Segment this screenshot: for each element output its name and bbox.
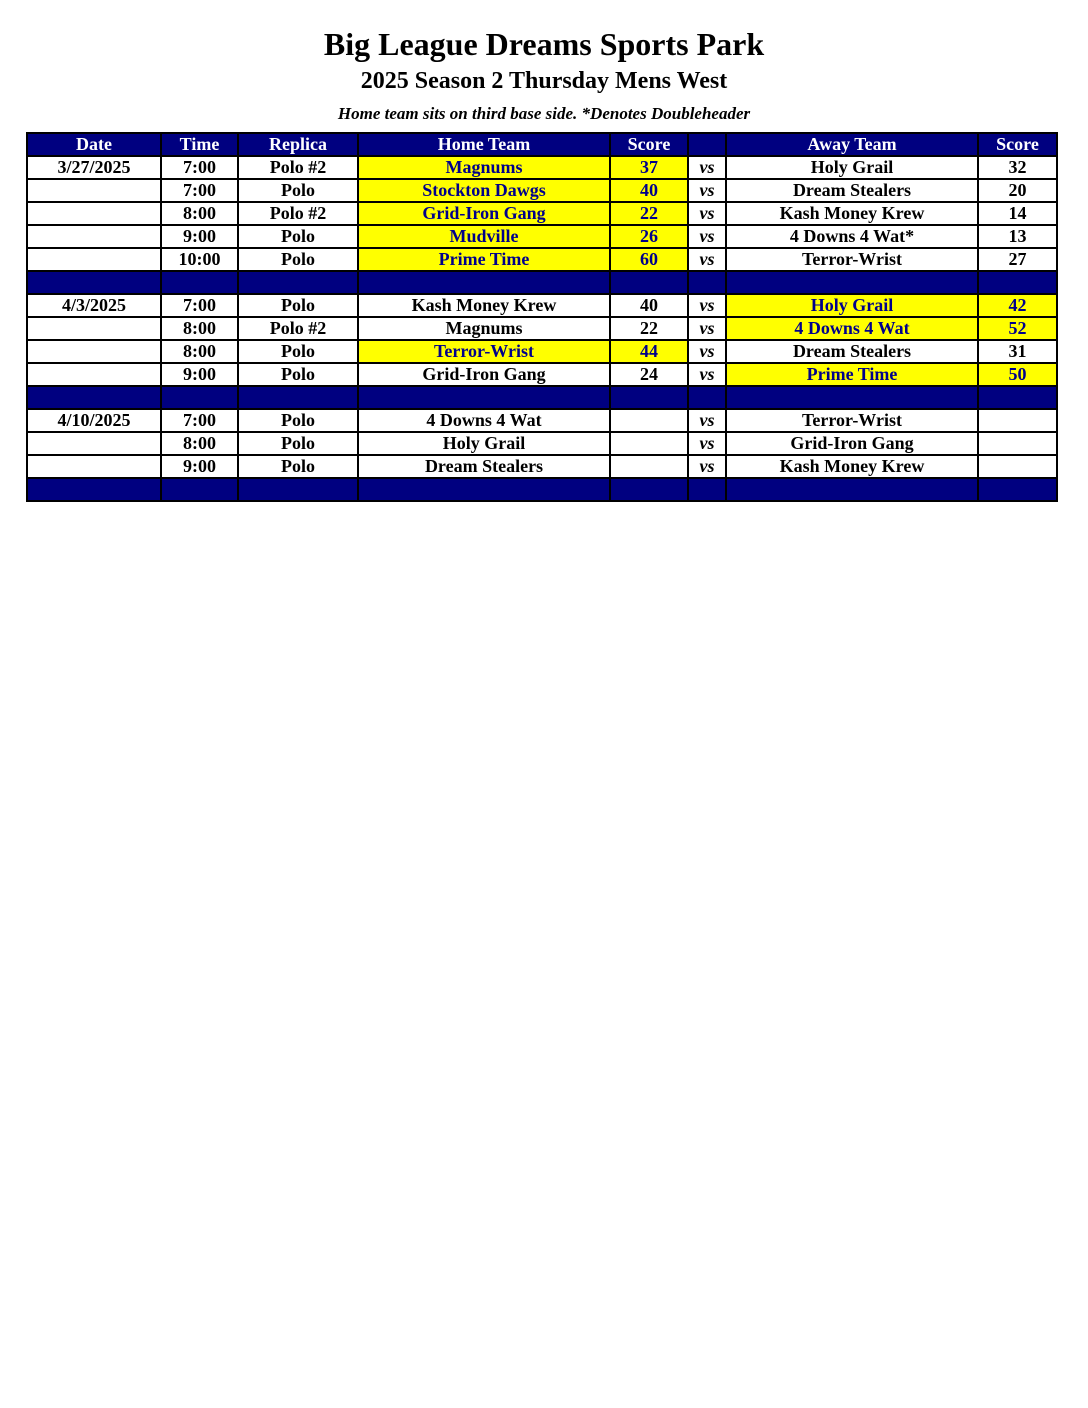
separator-cell <box>978 271 1057 294</box>
cell-vs: vs <box>688 294 726 317</box>
cell-away-team: Kash Money Krew <box>726 202 978 225</box>
cell-home-team: Grid-Iron Gang <box>358 202 610 225</box>
cell-away-team: 4 Downs 4 Wat* <box>726 225 978 248</box>
separator-cell <box>610 271 688 294</box>
separator-cell <box>726 386 978 409</box>
cell-away-score <box>978 432 1057 455</box>
separator-cell <box>610 478 688 501</box>
separator-cell <box>27 271 161 294</box>
cell-date <box>27 225 161 248</box>
cell-home-score: 26 <box>610 225 688 248</box>
cell-date: 4/10/2025 <box>27 409 161 432</box>
cell-away-score: 14 <box>978 202 1057 225</box>
separator-cell <box>161 478 238 501</box>
cell-vs: vs <box>688 225 726 248</box>
cell-home-score: 37 <box>610 156 688 179</box>
cell-home-score <box>610 432 688 455</box>
cell-replica: Polo <box>238 248 358 271</box>
cell-time: 8:00 <box>161 317 238 340</box>
cell-vs: vs <box>688 432 726 455</box>
cell-away-team: Terror-Wrist <box>726 248 978 271</box>
separator-cell <box>978 478 1057 501</box>
separator-cell <box>688 271 726 294</box>
cell-time: 10:00 <box>161 248 238 271</box>
column-header-replica: Replica <box>238 133 358 156</box>
cell-home-team: Magnums <box>358 156 610 179</box>
cell-home-score <box>610 409 688 432</box>
cell-home-team: Mudville <box>358 225 610 248</box>
cell-replica: Polo <box>238 363 358 386</box>
cell-away-score: 52 <box>978 317 1057 340</box>
cell-vs: vs <box>688 455 726 478</box>
column-header-home-score: Score <box>610 133 688 156</box>
cell-home-team: Prime Time <box>358 248 610 271</box>
separator-cell <box>27 386 161 409</box>
cell-date <box>27 363 161 386</box>
cell-home-score: 44 <box>610 340 688 363</box>
cell-vs: vs <box>688 317 726 340</box>
cell-date <box>27 248 161 271</box>
separator-cell <box>358 271 610 294</box>
cell-time: 7:00 <box>161 294 238 317</box>
separator-cell <box>161 271 238 294</box>
table-row <box>27 432 1057 455</box>
cell-home-score: 22 <box>610 202 688 225</box>
separator-row <box>27 478 1057 501</box>
separator-cell <box>726 478 978 501</box>
cell-away-score: 27 <box>978 248 1057 271</box>
separator-cell <box>726 271 978 294</box>
cell-away-score: 42 <box>978 294 1057 317</box>
cell-date <box>27 432 161 455</box>
page-note: Home team sits on third base side. *Denotes Doubleheader <box>337 104 751 123</box>
table-row <box>27 179 1057 202</box>
cell-replica: Polo <box>238 179 358 202</box>
column-header-away-team: Away Team <box>726 133 978 156</box>
cell-date <box>27 340 161 363</box>
cell-home-score: 40 <box>610 179 688 202</box>
column-header-date: Date <box>27 133 161 156</box>
cell-away-score: 31 <box>978 340 1057 363</box>
cell-home-score: 24 <box>610 363 688 386</box>
cell-away-score <box>978 455 1057 478</box>
cell-replica: Polo <box>238 340 358 363</box>
cell-home-team: Magnums <box>358 317 610 340</box>
column-header-vs <box>688 133 726 156</box>
cell-replica: Polo <box>238 294 358 317</box>
cell-time: 9:00 <box>161 363 238 386</box>
column-header-home-team: Home Team <box>358 133 610 156</box>
cell-time: 7:00 <box>161 409 238 432</box>
cell-replica: Polo #2 <box>238 317 358 340</box>
cell-vs: vs <box>688 179 726 202</box>
cell-home-team: Terror-Wrist <box>358 340 610 363</box>
cell-away-score: 20 <box>978 179 1057 202</box>
separator-cell <box>161 386 238 409</box>
cell-time: 8:00 <box>161 432 238 455</box>
separator-cell <box>978 386 1057 409</box>
cell-replica: Polo <box>238 455 358 478</box>
table-row <box>27 317 1057 340</box>
cell-date <box>27 202 161 225</box>
cell-away-team: Kash Money Krew <box>726 455 978 478</box>
cell-vs: vs <box>688 248 726 271</box>
separator-cell <box>688 386 726 409</box>
page-subtitle: 2025 Season 2 Thursday Mens West <box>360 68 728 94</box>
separator-cell <box>238 386 358 409</box>
cell-home-score: 22 <box>610 317 688 340</box>
table-row <box>27 455 1057 478</box>
table-row <box>27 202 1057 225</box>
cell-vs: vs <box>688 340 726 363</box>
cell-away-team: Prime Time <box>726 363 978 386</box>
cell-time: 7:00 <box>161 179 238 202</box>
table-row <box>27 225 1057 248</box>
column-header-away-score: Score <box>978 133 1057 156</box>
separator-cell <box>688 478 726 501</box>
cell-home-team: Holy Grail <box>358 432 610 455</box>
cell-away-score: 13 <box>978 225 1057 248</box>
table-row <box>27 294 1057 317</box>
cell-replica: Polo <box>238 432 358 455</box>
cell-home-team: Stockton Dawgs <box>358 179 610 202</box>
cell-home-team: Grid-Iron Gang <box>358 363 610 386</box>
page-title: Big League Dreams Sports Park <box>323 26 765 62</box>
cell-away-team: Holy Grail <box>726 156 978 179</box>
cell-date: 4/3/2025 <box>27 294 161 317</box>
table-header-row <box>27 133 1057 156</box>
column-header-time: Time <box>161 133 238 156</box>
cell-vs: vs <box>688 363 726 386</box>
cell-date <box>27 455 161 478</box>
separator-cell <box>238 271 358 294</box>
cell-away-team: 4 Downs 4 Wat <box>726 317 978 340</box>
cell-away-score: 50 <box>978 363 1057 386</box>
cell-replica: Polo <box>238 225 358 248</box>
cell-vs: vs <box>688 409 726 432</box>
separator-cell <box>27 478 161 501</box>
separator-cell <box>358 386 610 409</box>
schedule-body <box>27 156 1057 501</box>
cell-home-team: Dream Stealers <box>358 455 610 478</box>
table-row <box>27 248 1057 271</box>
cell-time: 8:00 <box>161 340 238 363</box>
separator-cell <box>238 478 358 501</box>
table-row <box>27 409 1057 432</box>
cell-replica: Polo #2 <box>238 156 358 179</box>
cell-away-team: Terror-Wrist <box>726 409 978 432</box>
cell-replica: Polo #2 <box>238 202 358 225</box>
cell-replica: Polo <box>238 409 358 432</box>
cell-vs: vs <box>688 202 726 225</box>
cell-away-team: Dream Stealers <box>726 179 978 202</box>
cell-home-score: 40 <box>610 294 688 317</box>
schedule-table <box>26 132 1058 502</box>
cell-time: 7:00 <box>161 156 238 179</box>
cell-date <box>27 317 161 340</box>
table-row <box>27 156 1057 179</box>
cell-time: 9:00 <box>161 225 238 248</box>
cell-home-score: 60 <box>610 248 688 271</box>
cell-date <box>27 179 161 202</box>
cell-away-score: 32 <box>978 156 1057 179</box>
cell-away-team: Grid-Iron Gang <box>726 432 978 455</box>
cell-time: 9:00 <box>161 455 238 478</box>
cell-time: 8:00 <box>161 202 238 225</box>
cell-home-team: Kash Money Krew <box>358 294 610 317</box>
cell-away-team: Holy Grail <box>726 294 978 317</box>
cell-date: 3/27/2025 <box>27 156 161 179</box>
separator-row <box>27 386 1057 409</box>
cell-away-score <box>978 409 1057 432</box>
separator-cell <box>358 478 610 501</box>
table-row <box>27 363 1057 386</box>
separator-row <box>27 271 1057 294</box>
cell-away-team: Dream Stealers <box>726 340 978 363</box>
cell-vs: vs <box>688 156 726 179</box>
separator-cell <box>610 386 688 409</box>
cell-home-team: 4 Downs 4 Wat <box>358 409 610 432</box>
cell-home-score <box>610 455 688 478</box>
table-row <box>27 340 1057 363</box>
